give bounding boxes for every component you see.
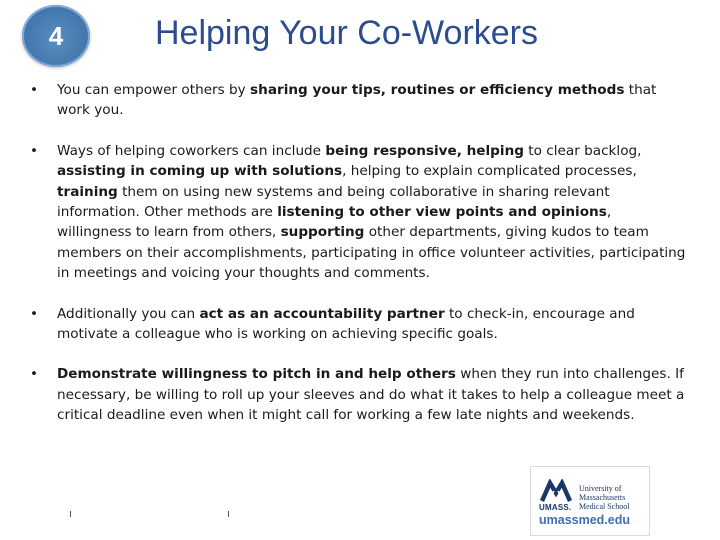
bullet-item [30, 80, 690, 121]
bullet-text: You can empower others by [57, 82, 251, 98]
logo-line: Massachusetts [579, 493, 626, 502]
slide-marker-left [70, 511, 71, 517]
umass-medical-logo [530, 466, 650, 536]
logo-line: University of [579, 484, 622, 493]
bullet-text: to check-in, encourage and motivate a colleague who is working on achieving specific goals. [57, 305, 635, 343]
bullet-emphasis-text: sharing your tips, routines or efficiency methods [250, 82, 625, 98]
logo-umass-wordmark: UMASS. [539, 503, 572, 512]
bullet-text: Additionally you can [57, 305, 200, 322]
bullet-text: , helping to explain complicated processes, [342, 163, 637, 180]
bullet-item [30, 364, 690, 425]
slide-number: 4 [48, 20, 64, 51]
bullet-list [30, 80, 690, 446]
bullet-emphasis-text: act as an accountability partner [199, 305, 445, 322]
bullet-item [30, 141, 690, 284]
bullet-text: , willingness to learn from others, [57, 204, 612, 241]
bullet-item [30, 304, 690, 345]
slide-number-badge [22, 5, 90, 67]
umass-logo-mark [540, 479, 576, 503]
bullet-emphasis-text: training [57, 183, 118, 200]
bullet-emphasis-text: Demonstrate willingness to pitch in and help others [57, 366, 456, 383]
bullet-text: to clear backlog, [523, 142, 642, 159]
slide-marker-right [228, 511, 229, 517]
bullet-emphasis-text: assisting in coming up with solutions [57, 163, 343, 180]
bullet-emphasis-text: listening to other view points and opinions [277, 204, 607, 221]
bullet-text: when they run into challenges. If necessary, be willing to roll up your sleeves and do what it takes to help a colleague meet a critical deadline even when it might call for working a few late nights and weekends. [57, 366, 685, 424]
logo-line: Medical School [579, 502, 630, 511]
logo-url: umassmed.edu [539, 513, 631, 527]
slide-title: Helping Your Co-Workers [155, 14, 538, 52]
bullet-emphasis-text: being responsive, helping [325, 142, 524, 159]
bullet-text: them on using new systems and being collaborative in sharing relevant information. Other methods are [57, 183, 610, 221]
bullet-text: Ways of helping coworkers can include [57, 142, 326, 159]
bullet-text: other departments, giving kudos to team members on their accomplishments, participating in office volunteer activities, participating in meetings and voicing your thoughts and comments. [57, 224, 686, 282]
bullet-text: that work you. [57, 82, 657, 119]
logo-institution-name [579, 484, 629, 511]
bullet-emphasis-text: supporting [280, 224, 365, 241]
